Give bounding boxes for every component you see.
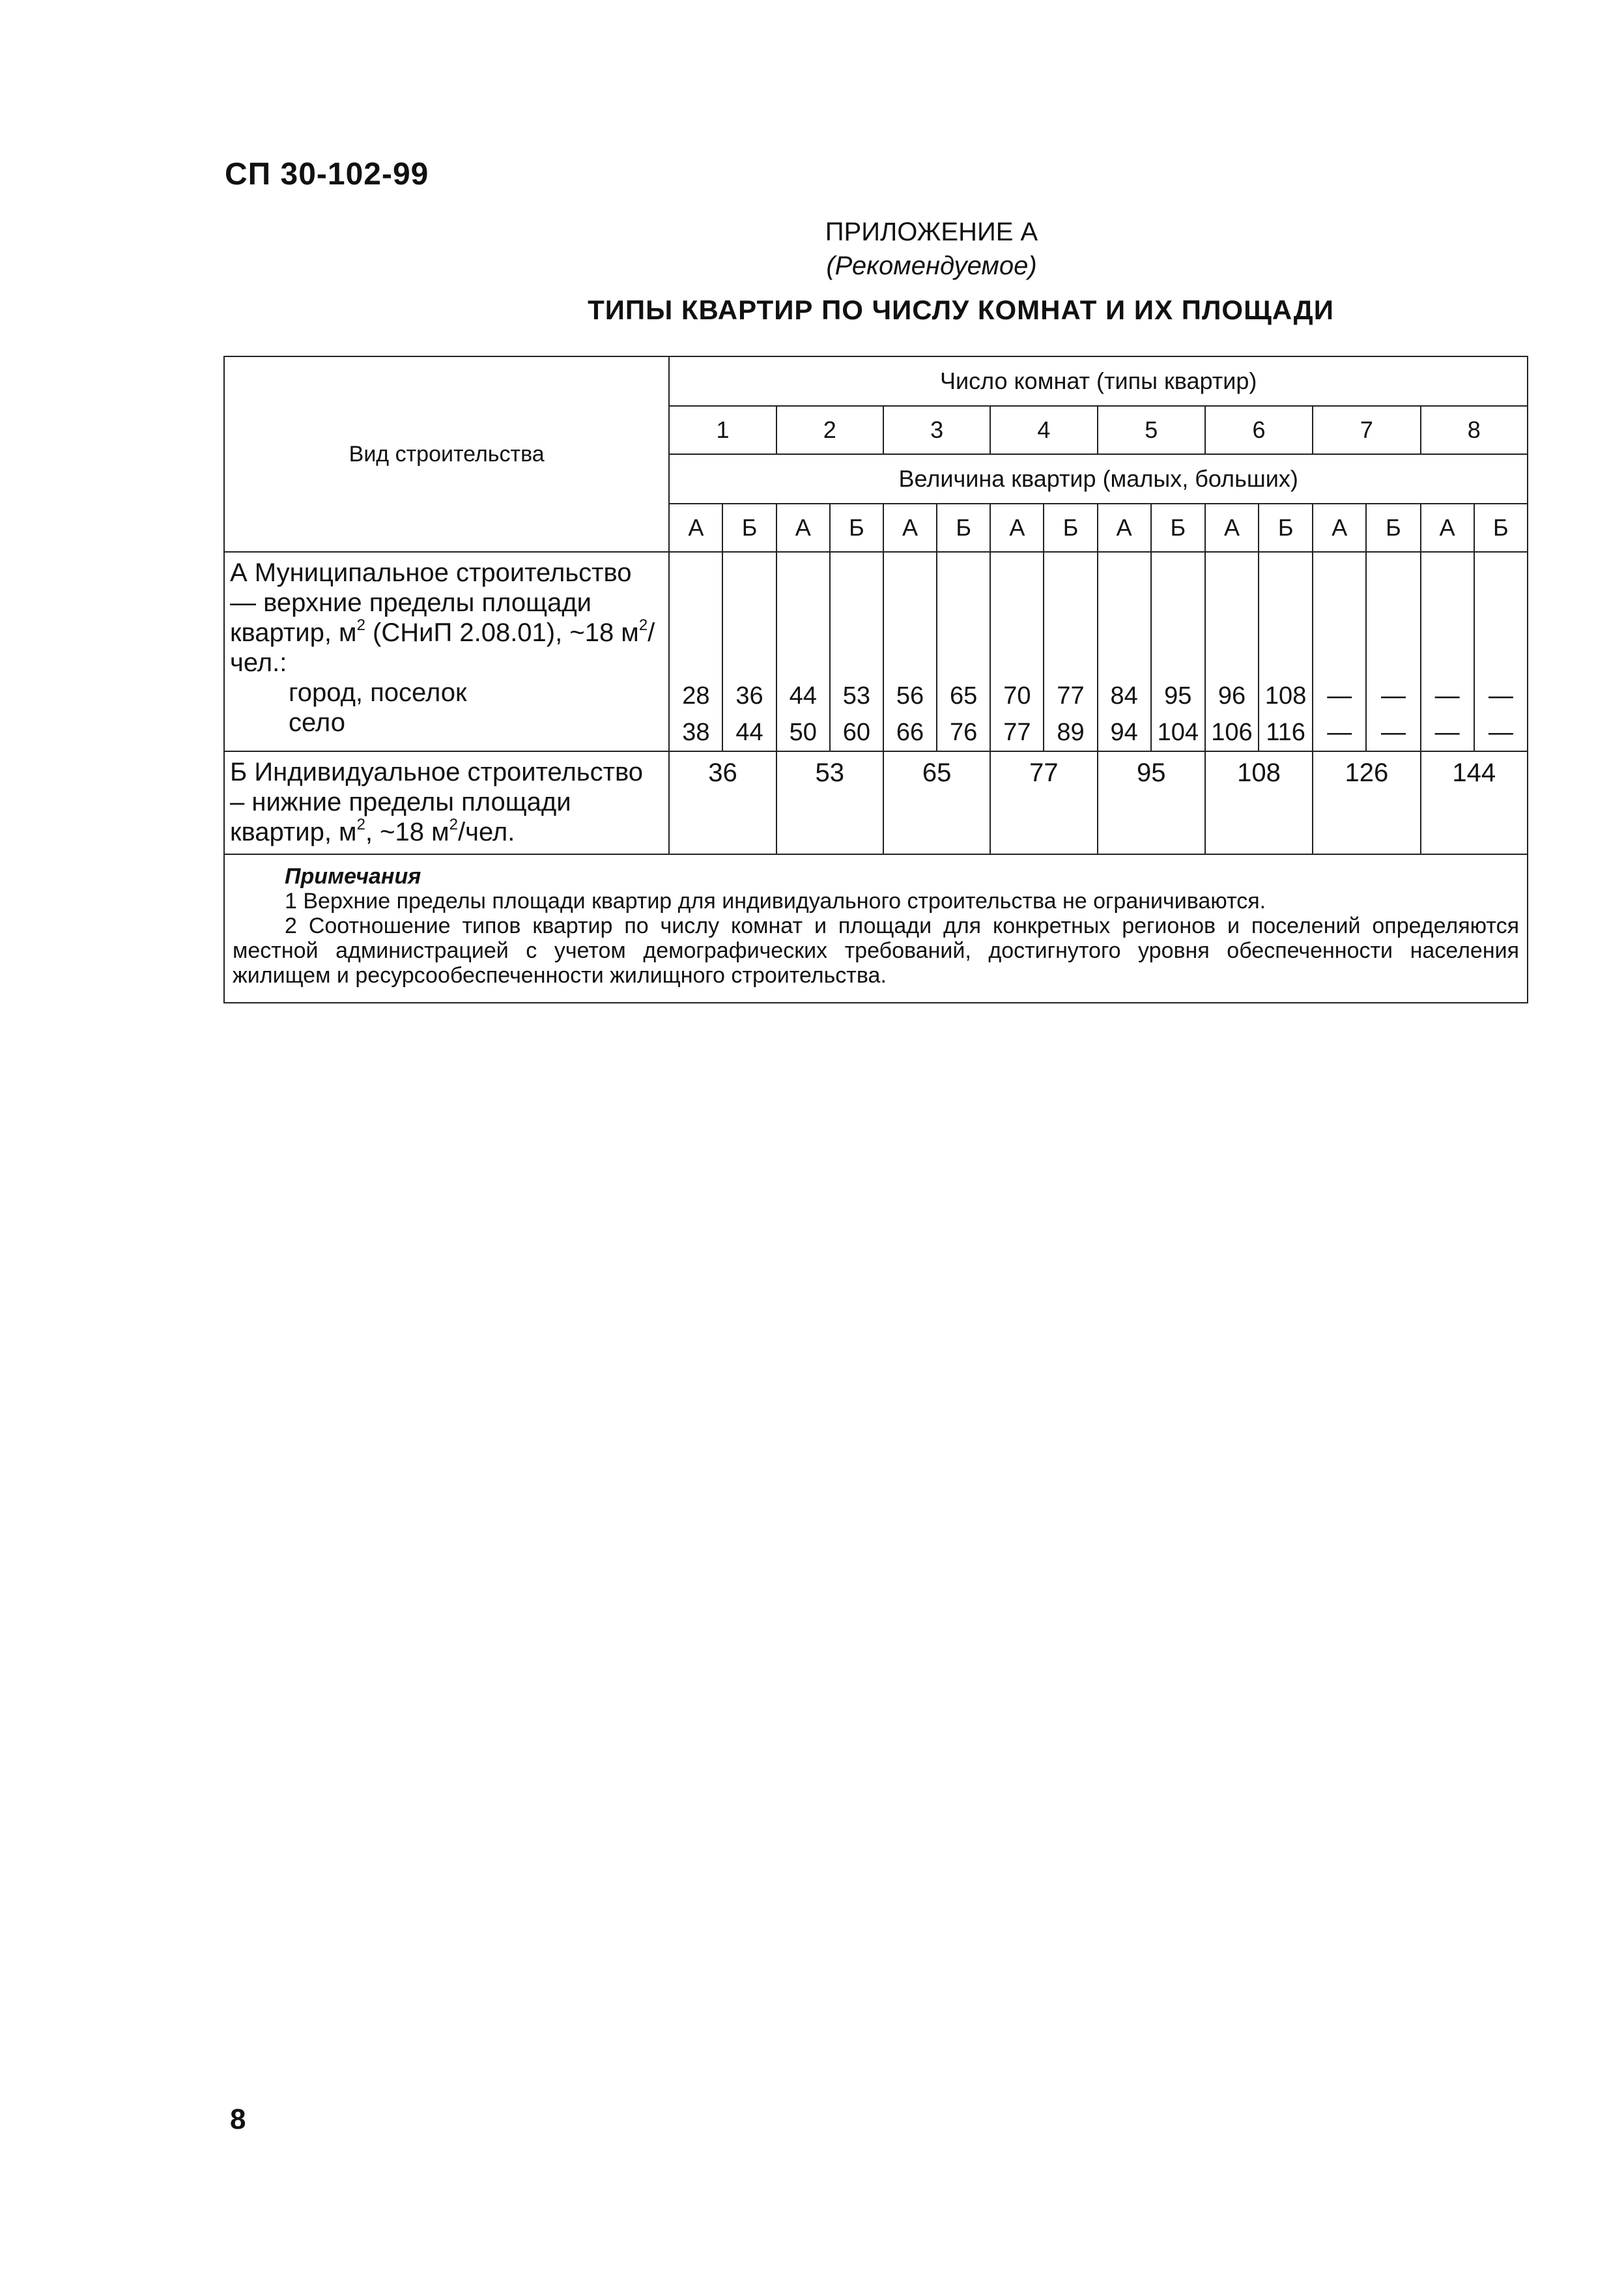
notes-cell	[224, 854, 1528, 1003]
min-area-value: 65	[883, 751, 990, 854]
min-area-value: 144	[1421, 751, 1528, 854]
note-1: 1 Верхние пределы площади квартир для индивидуального строительства не ограничиваются.	[285, 889, 1266, 914]
room-number: 8	[1421, 406, 1528, 454]
area-values-cell: 84 94	[1098, 552, 1151, 751]
room-number: 1	[669, 406, 776, 454]
subtype-b: Б	[937, 504, 990, 552]
note-2: 2 Соотношение типов квартир по числу комнат и площади для конкретных регионов и поселений определяются местной администрацией с учетом демографических требований, достигнутого уровня обеспеченности населения жилищем и ресурсообеспеченности жилищного строительства.	[233, 914, 1519, 988]
area-values-cell: 44 50	[776, 552, 830, 751]
room-number: 5	[1098, 406, 1205, 454]
area-values-cell: 28 38	[669, 552, 722, 751]
area-values-cell: 96 106	[1205, 552, 1259, 751]
min-area-value: 53	[776, 751, 883, 854]
room-number: 3	[883, 406, 990, 454]
table-title: ТИПЫ КВАРТИР ПО ЧИСЛУ КОМНАТ И ИХ ПЛОЩАДИ	[588, 295, 1334, 325]
subtype-a: А	[883, 504, 937, 552]
min-area-value: 126	[1313, 751, 1420, 854]
subtype-b: Б	[1474, 504, 1528, 552]
room-number: 4	[990, 406, 1097, 454]
room-number: 7	[1313, 406, 1420, 454]
subtype-b: Б	[830, 504, 883, 552]
min-area-value: 108	[1205, 751, 1313, 854]
row-label-village: село	[289, 708, 345, 737]
area-values-cell: 77 89	[1044, 552, 1097, 751]
area-values-cell: 70 77	[990, 552, 1044, 751]
subtype-a: А	[1205, 504, 1259, 552]
area-values-cell: 36 44	[722, 552, 776, 751]
individual-construction-label: Б Индивидуальное строительство – нижние пределы площади квартир, $м^2$, ~18 $м^2$/чел.	[224, 751, 669, 854]
subtype-a: А	[776, 504, 830, 552]
municipal-construction-row	[224, 552, 1528, 751]
page-number: 8	[230, 2103, 246, 2135]
area-values-cell: 108 116	[1259, 552, 1313, 751]
subtype-b: Б	[1044, 504, 1097, 552]
area-values-cell: 95 104	[1151, 552, 1205, 751]
subtype-a: А	[1421, 504, 1474, 552]
room-number: 6	[1205, 406, 1313, 454]
area-values-cell: — —	[1421, 552, 1474, 751]
area-values-cell: — —	[1474, 552, 1528, 751]
area-values-cell: — —	[1313, 552, 1366, 751]
min-area-value: 95	[1098, 751, 1205, 854]
subtype-a: А	[669, 504, 722, 552]
row-label-city: город, поселок	[289, 678, 467, 707]
subtype-a: А	[1313, 504, 1366, 552]
subtype-b: Б	[1151, 504, 1205, 552]
appendix-status: (Рекомендуемое)	[826, 252, 1037, 280]
area-values-cell: 56 66	[883, 552, 937, 751]
area-values-cell: 65 76	[937, 552, 990, 751]
apartment-size-header: Величина квартир (малых, больших)	[669, 454, 1528, 504]
rooms-count-header: Число комнат (типы квартир)	[669, 356, 1528, 406]
subtype-b: Б	[1366, 504, 1420, 552]
area-values-cell: 53 60	[830, 552, 883, 751]
municipal-construction-description: А Муниципальное строительство — верхние пределы площади квартир, $м^2$ (СНиП 2.08.01), ~18 $м^2$/чел.:	[230, 558, 655, 677]
document-code: СП 30-102-99	[225, 157, 429, 192]
appendix-heading	[651, 215, 1212, 283]
appendix-label: ПРИЛОЖЕНИЕ А	[825, 218, 1038, 246]
municipal-construction-label	[224, 552, 669, 751]
subtype-b: Б	[1259, 504, 1313, 552]
min-area-value: 77	[990, 751, 1097, 854]
individual-construction-row	[224, 751, 1528, 854]
room-number: 2	[776, 406, 883, 454]
subtype-a: А	[1098, 504, 1151, 552]
min-area-value: 36	[669, 751, 776, 854]
apartment-types-table	[223, 356, 1528, 1003]
area-values-cell: — —	[1366, 552, 1420, 751]
construction-kind-header: Вид строительства	[224, 356, 669, 552]
notes-row	[224, 854, 1528, 1003]
subtype-b: Б	[722, 504, 776, 552]
subtype-a: А	[990, 504, 1044, 552]
notes-title: Примечания	[285, 864, 421, 889]
